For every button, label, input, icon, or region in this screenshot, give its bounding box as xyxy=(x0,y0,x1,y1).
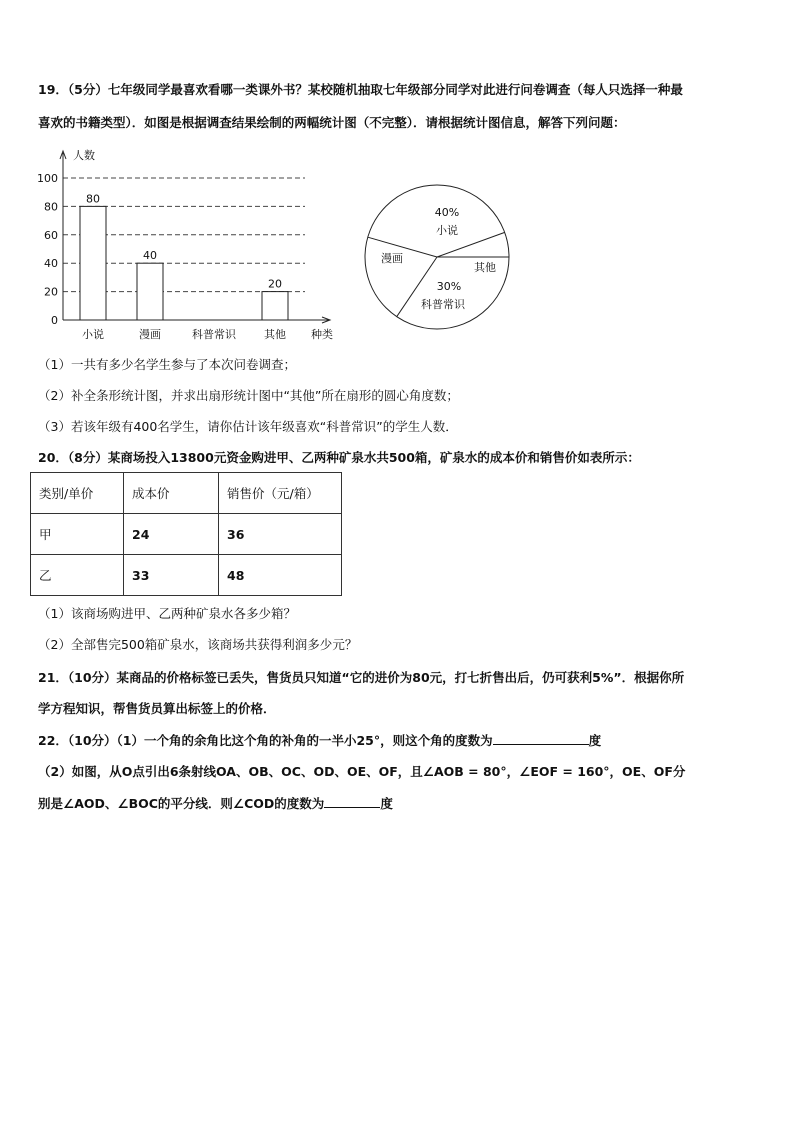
header-sale: 销售价（元/箱） xyxy=(219,473,342,514)
pie-slice-label: 其他 xyxy=(474,261,496,274)
y-axis-label: 人数 xyxy=(73,149,95,162)
bar xyxy=(80,206,106,320)
header-cost: 成本价 xyxy=(124,473,219,514)
bar-data-label: 40 xyxy=(143,249,157,263)
q22-line1-text: 22．（10分）（1）一个角的余角比这个角的补角的一半小25°，则这个角的度数为 xyxy=(38,733,493,748)
row-yi-label: 乙 xyxy=(31,555,124,596)
table-header-row xyxy=(31,473,342,514)
bar xyxy=(262,292,288,320)
x-tick-label: 科普常识 xyxy=(192,328,236,341)
q19-sub2: （2）补全条形统计图，并求出扇形统计图中“其他”所在扇形的圆心角度数； xyxy=(38,388,459,403)
table-row xyxy=(31,514,342,555)
y-tick-label: 80 xyxy=(44,200,58,214)
y-tick-label: 0 xyxy=(51,314,58,327)
bar-data-label: 20 xyxy=(268,277,282,291)
pie-slice-label: 漫画 xyxy=(381,252,403,265)
y-tick-label: 100 xyxy=(37,172,58,185)
q22-line2: （2）如图，从O点引出6条射线OA、OB、OC、OD、OE、OF，且∠AOB = 80°，∠EOF = 160°，OE、OF分 xyxy=(38,764,686,779)
q22-line3-unit: 度 xyxy=(380,796,393,811)
pie-slice-label: 小说 xyxy=(436,224,458,237)
q20-line1: 20．（8分）某商场投入13800元资金购进甲、乙两种矿泉水共500箱，矿泉水的成本价和销售价如表所示： xyxy=(38,450,640,465)
row-yi-sale: 48 xyxy=(219,555,342,596)
q20-sub1: （1）该商场购进甲、乙两种矿泉水各多少箱？ xyxy=(38,606,296,621)
row-jia-cost: 24 xyxy=(124,514,219,555)
bar-chart xyxy=(30,145,350,345)
bar-data-label: 80 xyxy=(86,192,100,206)
q19-sub3: （3）若该年级有400名学生，请你估计该年级喜欢“科普常识”的学生人数． xyxy=(38,419,458,434)
q22-line1 xyxy=(38,732,601,749)
table-row xyxy=(31,555,342,596)
q19-line2: 喜欢的书籍类型）．如图是根据调查结果绘制的两幅统计图（不完整）．请根据统计图信息，解答下列问题： xyxy=(38,115,626,130)
y-tick-label: 60 xyxy=(44,228,58,242)
answer-blank-2[interactable] xyxy=(324,795,380,808)
q21-line2: 学方程知识，帮售货员算出标签上的价格． xyxy=(38,701,276,716)
x-tick-label: 小说 xyxy=(82,328,104,341)
bar xyxy=(137,263,163,320)
x-tick-label: 漫画 xyxy=(139,328,161,341)
q22-line3 xyxy=(38,795,393,812)
x-axis-label: 种类 xyxy=(311,328,333,341)
y-tick-label: 40 xyxy=(44,257,58,271)
q22-line1-unit: 度 xyxy=(588,733,602,748)
pie-chart xyxy=(360,180,520,340)
row-yi-cost: 33 xyxy=(124,555,219,596)
price-table xyxy=(30,472,342,596)
q20-sub2: （2）全部售完500箱矿泉水，该商场共获得利润多少元？ xyxy=(38,637,358,652)
row-jia-sale: 36 xyxy=(219,514,342,555)
y-tick-label: 20 xyxy=(44,285,58,299)
q19-sub1: （1）一共有多少名学生参与了本次问卷调查； xyxy=(38,357,296,372)
q21-line1: 21．（10分）某商品的价格标签已丢失，售货员只知道“它的进价为80元，打七折售出后，仍可获利5%”．根据你所 xyxy=(38,670,685,685)
header-category: 类别/单价 xyxy=(31,473,124,514)
row-jia-label: 甲 xyxy=(31,514,124,555)
q19-line1: 19．（5分）七年级同学最喜欢看哪一类课外书？某校随机抽取七年级部分同学对此进行问卷调查（每人只选择一种最 xyxy=(38,82,683,97)
x-tick-label: 其他 xyxy=(264,328,286,341)
answer-blank-1[interactable] xyxy=(493,732,589,745)
q22-line3-text: 别是∠AOD、∠BOC的平分线．则∠COD的度数为 xyxy=(38,796,325,811)
pie-slice-label: 科普常识 xyxy=(421,298,465,311)
pie-percent-label: 40% xyxy=(434,206,460,219)
pie-percent-label: 30% xyxy=(436,280,462,293)
